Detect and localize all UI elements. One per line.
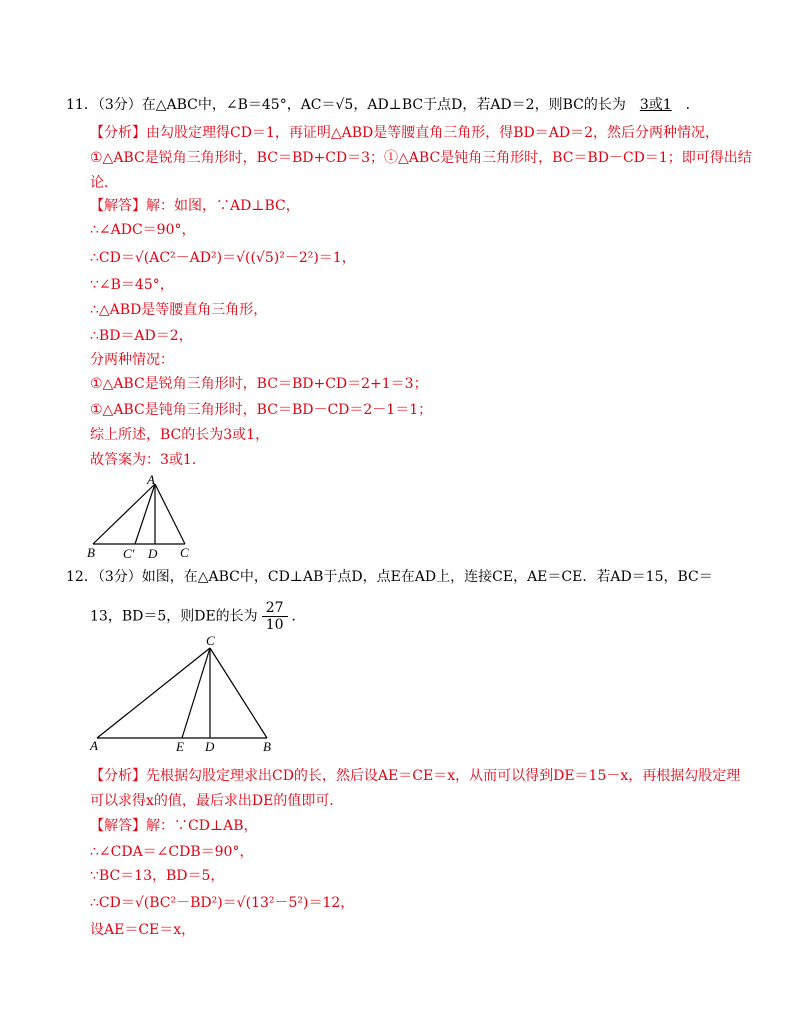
- q11-label-b: B: [87, 545, 95, 560]
- q11-solution-5: ∴△ABD是等腰直角三角形，: [90, 302, 268, 318]
- q12-solution-2: ∴∠CDA＝∠CDB＝90°，: [90, 844, 254, 860]
- q12-solution-5: 设AE＝CE＝x，: [90, 922, 196, 938]
- q11-label-d: D: [148, 546, 158, 561]
- q11-solution-7: 分两种情况：: [90, 352, 174, 368]
- q11-side-ab: [93, 484, 155, 544]
- q11-side-ac: [155, 484, 185, 544]
- q11-solution-1: 【解答】解：如图，∵AD⊥BC，: [90, 198, 300, 214]
- q12-side-ac: [97, 648, 210, 738]
- q12-label-e: E: [176, 739, 184, 754]
- q12-stem-2: [90, 600, 306, 633]
- q12-label-b: B: [263, 739, 271, 754]
- q11-label-a: A: [147, 472, 155, 487]
- q11-stem: [66, 95, 700, 115]
- q12-analysis-2: 可以求得x的值，最后求出DE的值即可．: [90, 793, 344, 809]
- q12-triangle-figure: [85, 632, 285, 757]
- q11-triangle-figure: [85, 472, 205, 564]
- q12-segment-ce: [182, 648, 210, 738]
- q11-analysis-2: ①△ABC是锐角三角形时，BC＝BD+CD＝3；①△ABC是钝角三角形时，BC＝BD－CD＝1；即可得出结: [90, 150, 752, 166]
- q12-label-c: C: [206, 633, 215, 648]
- q12-solution-4: ∴CD＝√(BC²－BD²)＝√(13²－5²)＝12，: [90, 895, 355, 911]
- q11-label-c1: C′: [123, 546, 135, 561]
- q12-solution-1: 【解答】解：∵CD⊥AB，: [90, 818, 258, 834]
- q12-answer-fraction: [262, 600, 288, 633]
- q12-stem-2-text: 13，BD＝5，则DE的长为: [90, 608, 258, 625]
- q11-answer: 3或1: [639, 97, 672, 113]
- q11-solution-6: ∴BD＝AD＝2，: [90, 328, 193, 344]
- q12-solution-3: ∵BC＝13，BD＝5，: [90, 868, 225, 884]
- q12-stem-1: 12．（3分）如图，在△ABC中，CD⊥AB于点D，点E在AD上，连接CE，AE＝CE．若AD＝15，BC＝: [66, 569, 713, 585]
- q11-stem-end: ．: [685, 97, 700, 113]
- q11-solution-4: ∵∠B＝45°，: [90, 277, 174, 293]
- q11-solution-9: ①△ABC是钝角三角形时，BC＝BD－CD＝2－1＝1；: [90, 402, 433, 418]
- q11-solution-8: ①△ABC是锐角三角形时，BC＝BD+CD＝2+1＝3；: [90, 376, 428, 392]
- q11-solution-11: 故答案为：3或1．: [90, 452, 206, 468]
- q12-answer-numerator: 27: [262, 600, 288, 617]
- q12-stem-end: ．: [291, 608, 306, 625]
- q12-answer-denominator: 10: [265, 617, 284, 633]
- q11-solution-3: ∴CD＝√(AC²－AD²)＝√((√5)²－2²)＝1，: [90, 250, 356, 266]
- q11-solution-2: ∴∠ADC＝90°，: [90, 222, 196, 238]
- q12-side-bc: [210, 648, 267, 738]
- q12-label-a: A: [90, 738, 98, 753]
- q12-label-d: D: [205, 739, 215, 754]
- q11-label-c: C: [180, 545, 189, 560]
- q11-stem-text: 11．（3分）在△ABC中，∠B＝45°，AC＝√5，AD⊥BC于点D，若AD＝2，则BC的长为: [66, 97, 626, 113]
- q12-analysis-1: 【分析】先根据勾股定理求出CD的长，然后设AE＝CE＝x，从而可以得到DE＝15－x，再根据勾股定理: [90, 768, 741, 784]
- q11-analysis-1: 【分析】由勾股定理得CD＝1，再证明△ABD是等腰直角三角形，得BD＝AD＝2，然后分两种情况，: [90, 125, 719, 141]
- q11-solution-10: 综上所述，BC的长为3或1，: [90, 427, 270, 443]
- q11-analysis-3: 论．: [90, 175, 118, 191]
